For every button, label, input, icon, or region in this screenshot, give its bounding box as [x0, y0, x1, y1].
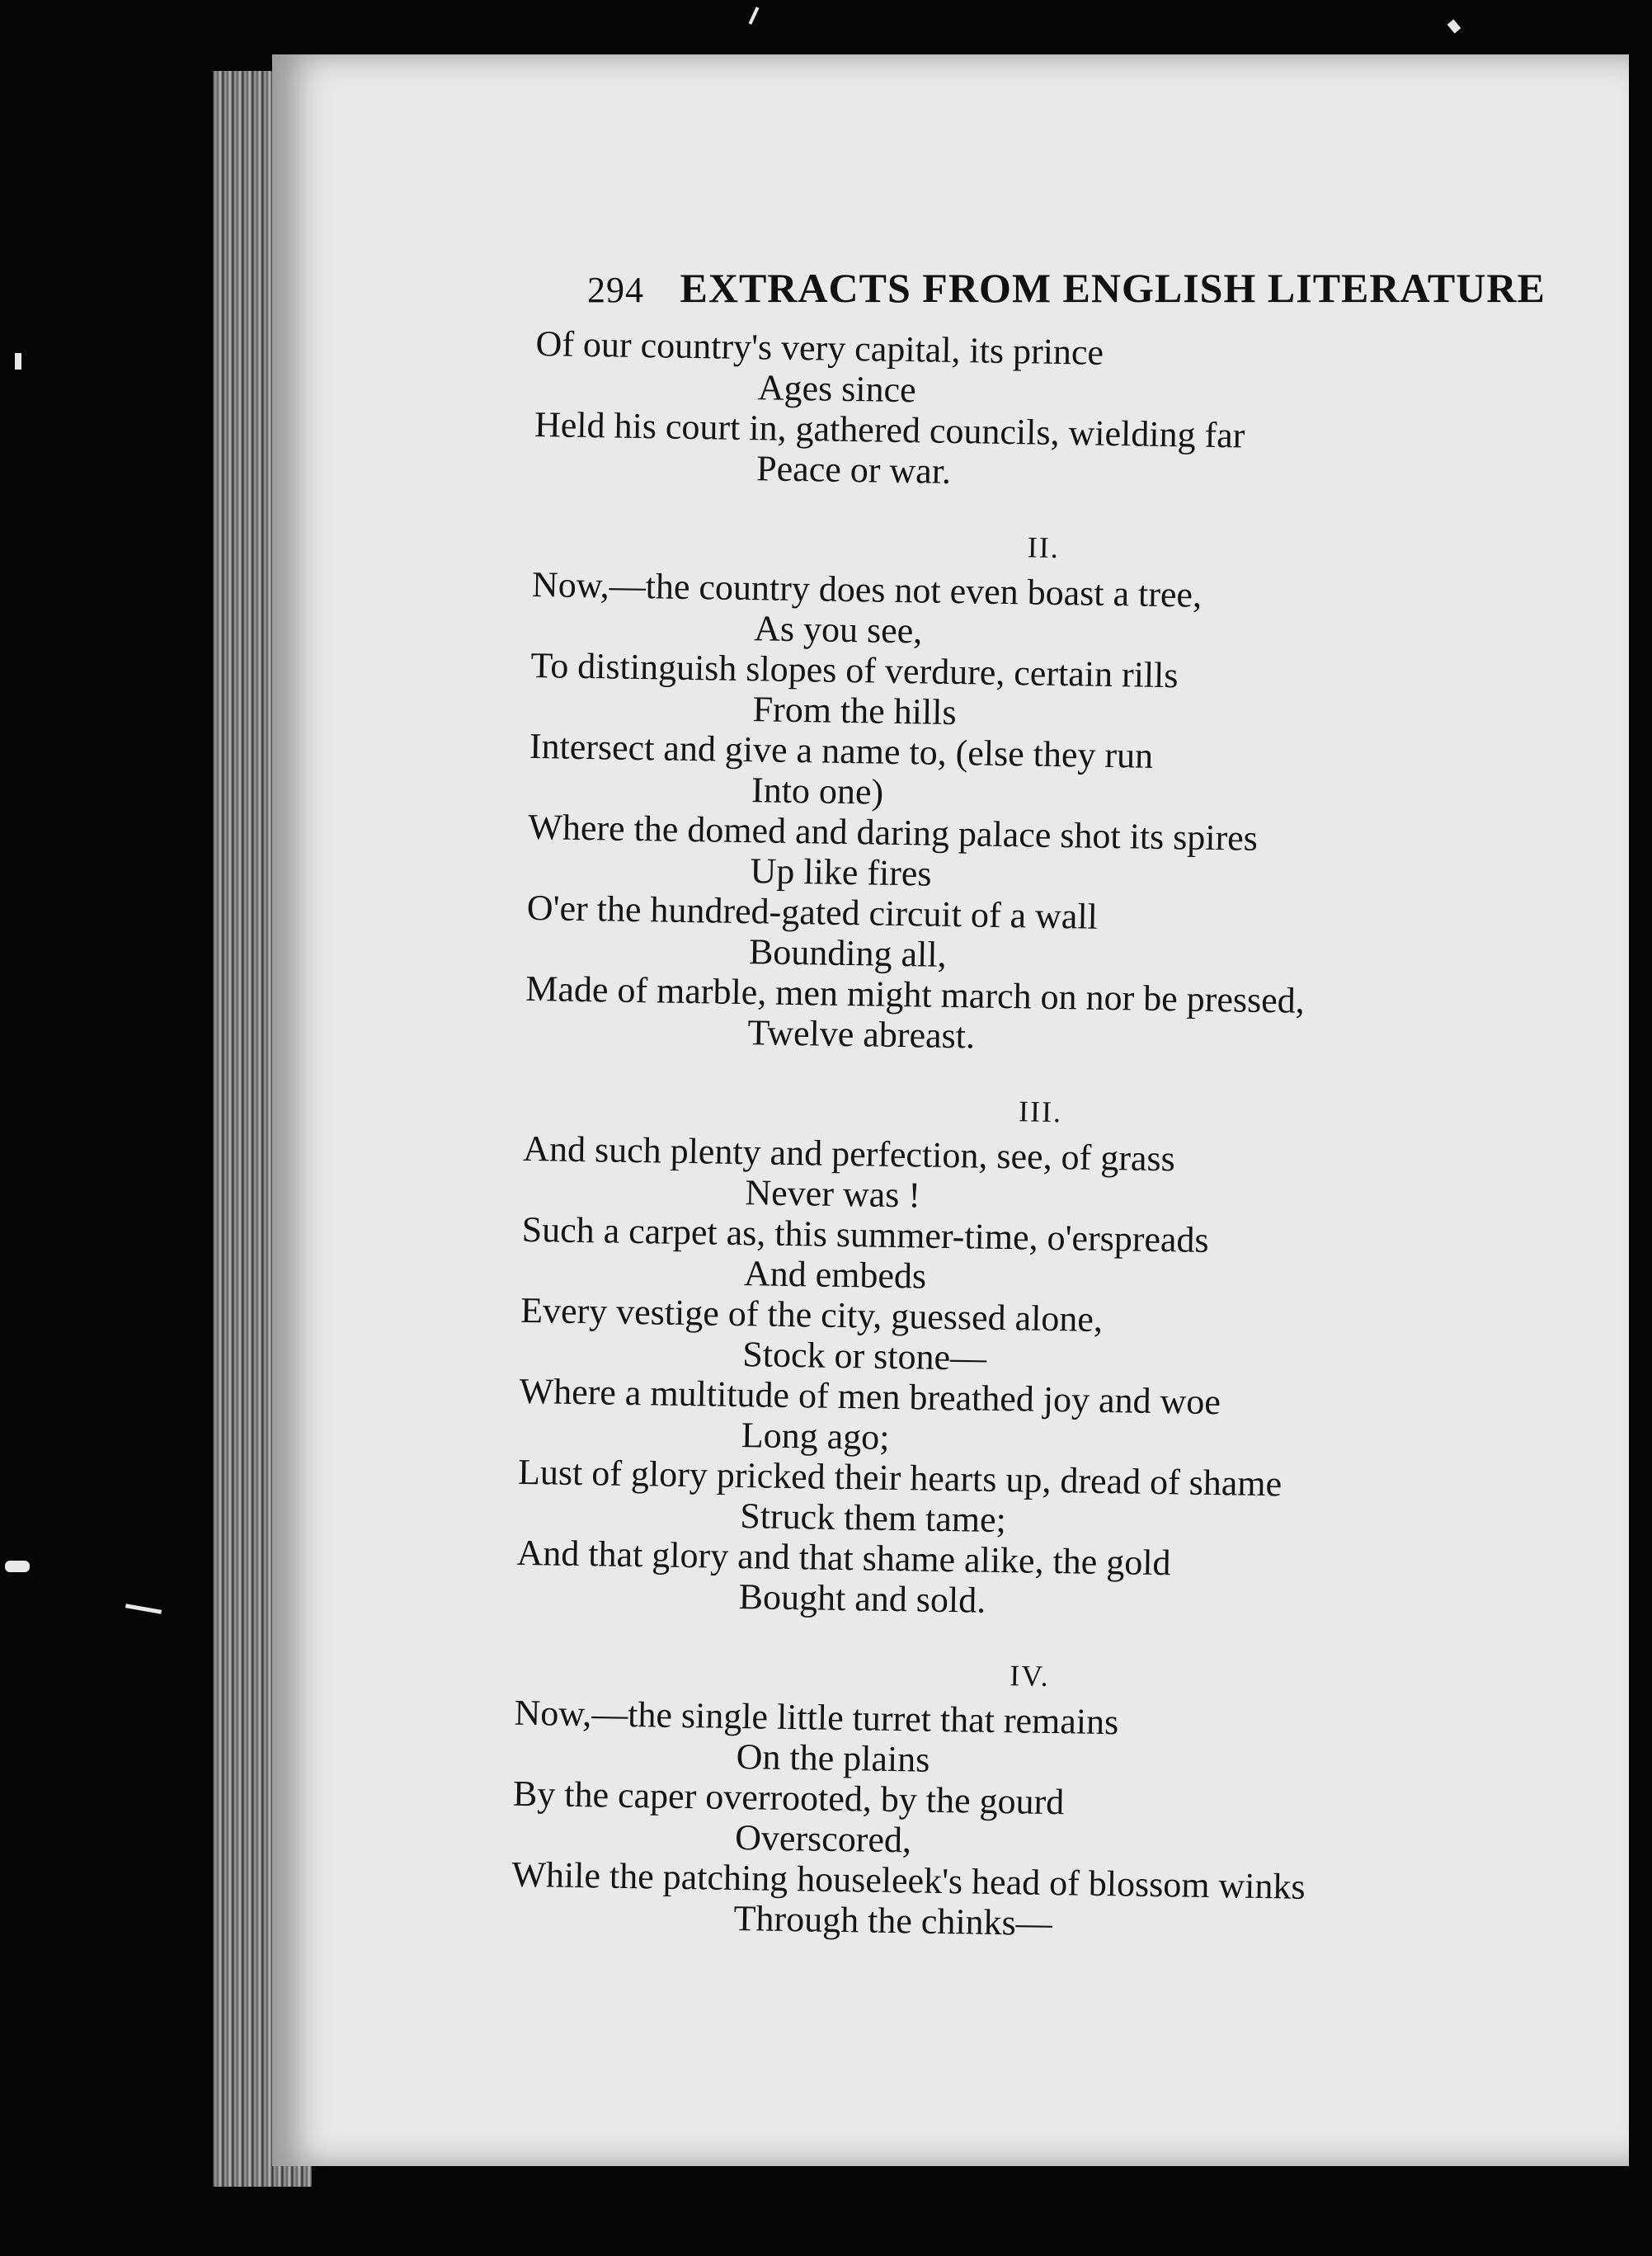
stanza-numeral: II.	[1027, 530, 1061, 565]
running-head-title: EXTRACTS FROM ENGLISH LITERATURE	[680, 265, 1546, 311]
verse-line: Where a multitude of men breathed joy and woe	[519, 1370, 1221, 1423]
verse-line: Up like fires	[750, 850, 932, 894]
verse-line: By the caper overrooted, by the gourd	[512, 1773, 1065, 1823]
scan-mark	[125, 1604, 162, 1614]
verse-line: O'er the hundred-gated circuit of a wall	[526, 887, 1099, 937]
running-header	[587, 264, 1546, 312]
stanza	[511, 1643, 1587, 1952]
scan-mark	[1447, 19, 1461, 33]
verse-line: Through the chinks—	[733, 1898, 1053, 1944]
verse-line: Twelve abreast.	[747, 1012, 976, 1057]
verse-line: On the plains	[736, 1736, 930, 1780]
verse-line: Now,—the single little turret that remains	[514, 1692, 1119, 1743]
verse-line: Lust of glory pricked their hearts up, dread of shame	[517, 1451, 1283, 1505]
stanza-numeral: III.	[1018, 1095, 1063, 1129]
verse-line: And that glory and that shame alike, the gold	[516, 1532, 1171, 1584]
verse-line: While the patching houseleek's head of blossom winks	[511, 1853, 1306, 1907]
verse-line: Ages since	[757, 367, 917, 411]
stanza	[534, 323, 1608, 502]
verse-line: Long ago;	[741, 1415, 890, 1458]
scan-mark	[5, 1561, 30, 1572]
verse-line: And embeds	[743, 1253, 927, 1297]
verse-line: Every vestige of the city, guessed alone,	[520, 1289, 1104, 1340]
page-number: 294	[587, 270, 644, 310]
verse-line: Of our country's very capital, its prince	[535, 323, 1104, 373]
verse-line: Held his court in, gathered councils, wielding far	[534, 403, 1245, 456]
verse-line: Bought and sold.	[738, 1576, 986, 1621]
verse-line: Into one)	[751, 770, 884, 812]
verse-line: Never was !	[745, 1172, 921, 1216]
verse-line: To distinguish slopes of verdure, certain rills	[530, 644, 1179, 696]
verse-line: As you see,	[753, 608, 923, 652]
stanza	[515, 1079, 1596, 1630]
scan-mark	[749, 7, 760, 25]
stanza	[525, 515, 1605, 1066]
verse-line: Made of marble, men might march on nor be pressed,	[525, 968, 1306, 1021]
stanza-numeral: IV.	[1010, 1659, 1050, 1693]
verse-line: And such plenty and perfection, see, of grass	[522, 1128, 1176, 1180]
verse-line: Such a carpet as, this summer-time, o'erspreads	[521, 1208, 1210, 1260]
verse-line: From the hills	[752, 689, 957, 733]
verse-line: Struck them tame;	[739, 1495, 1007, 1541]
scan-mark	[15, 353, 21, 370]
verse-line: Where the domed and daring palace shot its spires	[528, 806, 1259, 859]
verse-line: Intersect and give a name to, (else they run	[529, 725, 1154, 776]
poem-body	[511, 323, 1608, 1962]
verse-line: Bounding all,	[748, 931, 947, 975]
verse-line: Overscored,	[734, 1817, 912, 1861]
verse-line: Stock or stone—	[742, 1334, 987, 1378]
verse-line: Peace or war.	[755, 448, 952, 492]
verse-line: Now,—the country does not even boast a tree,	[531, 563, 1203, 615]
